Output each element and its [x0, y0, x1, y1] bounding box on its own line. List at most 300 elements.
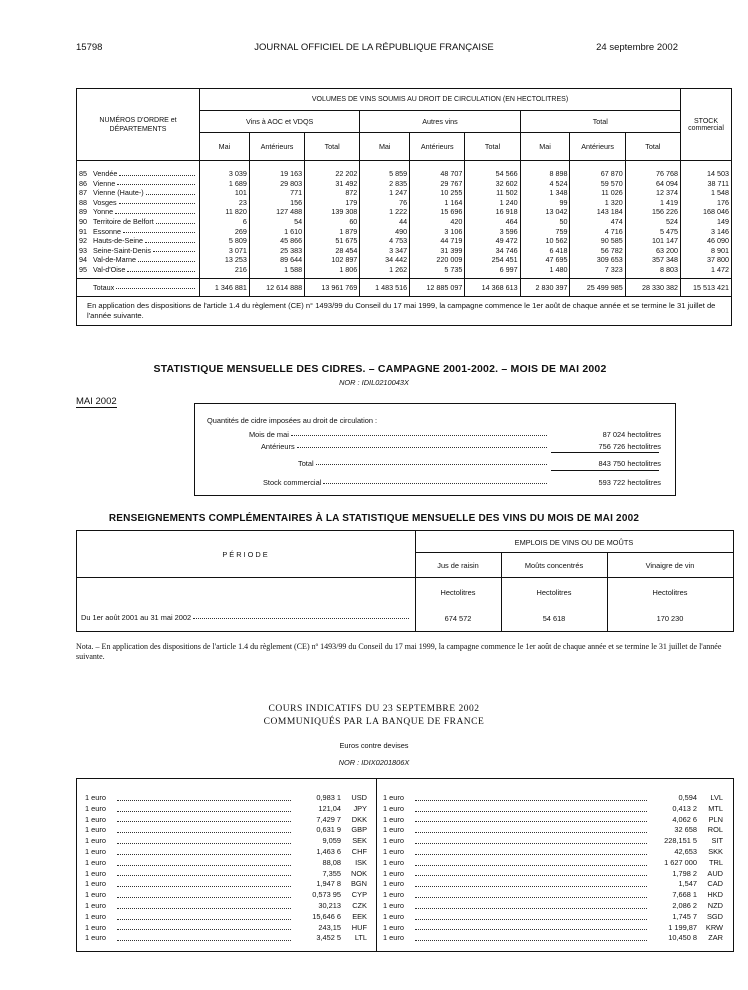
- rate-label: 1 euro: [85, 814, 106, 824]
- rate-row: [383, 793, 723, 804]
- cidre-title: STATISTIQUE MENSUELLE DES CIDRES. – CAMPAGNE 2001-2002. – MOIS DE MAI 2002: [153, 363, 607, 375]
- rate-value: 1,947 8: [316, 879, 341, 889]
- rate-value: 42,653: [674, 846, 697, 856]
- table-cell: 3 039: [200, 161, 250, 179]
- table-row: [77, 179, 732, 189]
- renseignements-note: Nota. – En application des dispositions de l'article 1.4 du règlement (CE) nº 1493/99 du Conseil du 17 mai 1999, la campagne commence le 1er août de chaque année et se termine le 31 juillet de l'année suivante.: [76, 642, 722, 661]
- table-cell: 3 071: [200, 246, 250, 256]
- table-cell: 474: [570, 217, 625, 227]
- rate-row: [85, 847, 367, 858]
- value-mouts: 54 618: [542, 614, 566, 623]
- table-cell: 13 042: [520, 207, 570, 217]
- rate-row: [383, 847, 723, 858]
- table-cell: 216: [200, 265, 250, 275]
- rate-value: 7,355: [322, 868, 341, 878]
- table-cell: 420: [410, 217, 465, 227]
- rate-value: 0,573 95: [312, 890, 341, 900]
- row-departement: Vosges: [93, 197, 117, 207]
- rate-value: 32 658: [674, 825, 697, 835]
- wine-note: En application des dispositions de l'article 1.4 du règlement (CE) n° 1493/99 du Conseil du 17 mai 1999, la campagne commence le 1er août de chaque année et se termine le 31 juillet de l'année suivante.: [87, 301, 716, 321]
- rate-row: [85, 923, 367, 934]
- rate-value: 1,745 7: [672, 911, 697, 921]
- subcol-header: Total: [305, 133, 360, 161]
- rate-row: [85, 869, 367, 880]
- currency-code: CYP: [351, 890, 367, 900]
- currency-code: JPY: [353, 803, 367, 813]
- row-number: 89: [79, 207, 87, 217]
- rate-value: 88,08: [322, 857, 341, 867]
- cidre-mois-value: 87 024 hectolitres: [602, 430, 661, 439]
- table-cell: 56 782: [570, 246, 625, 256]
- rate-row: [383, 933, 723, 944]
- table-cell: 771: [249, 188, 304, 198]
- table-cell: 10 255: [410, 188, 465, 198]
- table-cell: 1 548: [681, 188, 732, 198]
- currency-code: BGN: [350, 879, 367, 889]
- rate-label: 1 euro: [383, 857, 404, 867]
- table-cell: 3 596: [465, 227, 520, 237]
- table-cell: 34 746: [465, 246, 520, 256]
- subcol-header: Total: [465, 133, 520, 161]
- renseignements-title: RENSEIGNEMENTS COMPLÉMENTAIRES À LA STATISTIQUE MENSUELLE DES VINS DU MOIS DE MAI 2002: [108, 513, 640, 524]
- currency-code: MTL: [708, 803, 723, 813]
- rate-label: 1 euro: [85, 825, 106, 835]
- currency-code: ISK: [355, 857, 367, 867]
- table-cell: 76 768: [625, 161, 680, 179]
- rates-right-column: [383, 793, 723, 944]
- table-cell: 45 866: [249, 236, 304, 246]
- cours-title-2: COMMUNIQUÉS PAR LA BANQUE DE FRANCE: [263, 717, 485, 727]
- cidre-intro: Quantités de cidre imposées au droit de circulation :: [207, 416, 378, 425]
- table-cell: 25 383: [249, 246, 304, 256]
- table-cell: 1 689: [200, 179, 250, 189]
- total-cell: 25 499 985: [570, 279, 625, 297]
- page-number: 15798: [76, 42, 103, 53]
- rate-row: [383, 858, 723, 869]
- currency-code: SKK: [708, 846, 723, 856]
- table-row: [77, 246, 732, 256]
- rate-value: 3,452 5: [316, 933, 341, 943]
- rate-label: 1 euro: [85, 879, 106, 889]
- table-cell: 60: [305, 217, 360, 227]
- table-cell: 29 803: [249, 179, 304, 189]
- table-cell: 31 399: [410, 246, 465, 256]
- unit-label: Hectolitres: [652, 588, 688, 597]
- rate-label: 1 euro: [383, 836, 404, 846]
- group-aoc: Vins à AOC et VDQS: [200, 111, 360, 133]
- currency-code: NZD: [707, 900, 723, 910]
- rate-value: 0,983 1: [316, 793, 341, 802]
- period-label: Du 1er août 2001 au 31 mai 2002: [81, 613, 192, 622]
- table-cell: 8 803: [625, 265, 680, 275]
- table-cell: 89 644: [249, 255, 304, 265]
- currency-code: ZAR: [708, 933, 723, 943]
- cours-nor: NOR : IDIX0201806X: [338, 758, 410, 767]
- table-cell: 357 348: [625, 255, 680, 265]
- cidre-anterieurs-value: 756 726 hectolitres: [598, 442, 661, 451]
- table-cell: 149: [681, 217, 732, 227]
- rate-value: 2,086 2: [672, 900, 697, 910]
- rate-row: [85, 804, 367, 815]
- table-cell: 32 602: [465, 179, 520, 189]
- currency-code: LVL: [710, 793, 723, 802]
- rate-value: 1 627 000: [664, 857, 697, 867]
- currency-code: EEK: [352, 911, 367, 921]
- currency-code: SEK: [352, 836, 367, 846]
- rate-row: [383, 815, 723, 826]
- table-cell: 5 809: [200, 236, 250, 246]
- rate-value: 4,062 6: [672, 814, 697, 824]
- table-cell: 1 262: [360, 265, 410, 275]
- total-cell: 12 885 097: [410, 279, 465, 297]
- currency-code: PLN: [708, 814, 723, 824]
- col-volumes: VOLUMES DE VINS SOUMIS AU DROIT DE CIRCULATION (EN HECTOLITRES): [200, 89, 681, 111]
- table-cell: 1 472: [681, 265, 732, 275]
- col-departements: NUMÉROS D'ORDRE et DÉPARTEMENTS: [77, 89, 200, 161]
- cidre-anterieurs-label: Antérieurs: [261, 442, 295, 451]
- total-cell: 1 483 516: [360, 279, 410, 297]
- table-cell: 1 879: [305, 227, 360, 237]
- total-cell: 15 513 421: [681, 279, 732, 297]
- row-departement: Vendée: [93, 169, 118, 178]
- rate-row: [85, 879, 367, 890]
- table-cell: 102 897: [305, 255, 360, 265]
- table-cell: 54: [249, 217, 304, 227]
- col-periode: PÉRIODE: [222, 550, 270, 559]
- table-row: [77, 207, 732, 217]
- table-cell: 67 870: [570, 161, 625, 179]
- table-cell: 179: [305, 198, 360, 208]
- rate-label: 1 euro: [383, 803, 404, 813]
- row-number: 90: [79, 216, 87, 226]
- table-cell: 490: [360, 227, 410, 237]
- rate-value: 1,798 2: [672, 868, 697, 878]
- row-departement: Val-de-Marne: [93, 255, 137, 265]
- cidre-nor: NOR : IDIL0210043X: [339, 378, 409, 387]
- total-cell: 14 368 613: [465, 279, 520, 297]
- table-cell: 3 347: [360, 246, 410, 256]
- rate-row: [85, 815, 367, 826]
- table-cell: 44: [360, 217, 410, 227]
- rate-label: 1 euro: [383, 846, 404, 856]
- table-cell: 49 472: [465, 236, 520, 246]
- table-cell: 13 253: [200, 255, 250, 265]
- rate-label: 1 euro: [85, 868, 106, 878]
- rate-row: [85, 890, 367, 901]
- table-cell: 1 222: [360, 207, 410, 217]
- table-cell: 1 348: [520, 188, 570, 198]
- table-cell: 143 184: [570, 207, 625, 217]
- table-cell: 99: [520, 198, 570, 208]
- table-cell: 3 146: [681, 227, 732, 237]
- table-cell: 101: [200, 188, 250, 198]
- total-cell: 2 830 397: [520, 279, 570, 297]
- cidre-stock-label: Stock commercial: [263, 478, 322, 487]
- table-cell: 11 502: [465, 188, 520, 198]
- value-jus: 674 572: [444, 614, 472, 623]
- table-cell: 22 202: [305, 161, 360, 179]
- wine-volume-table: [76, 88, 732, 326]
- table-cell: 2 835: [360, 179, 410, 189]
- table-cell: 872: [305, 188, 360, 198]
- rate-row: [85, 858, 367, 869]
- rate-value: 1 199,87: [668, 922, 697, 932]
- totals-label: Totaux: [93, 283, 115, 293]
- row-departement: Essonne: [93, 226, 121, 236]
- table-cell: 76: [360, 198, 410, 208]
- rate-row: [85, 836, 367, 847]
- rate-value: 0,413 2: [672, 803, 697, 813]
- rate-row: [383, 890, 723, 901]
- rate-value: 10,450 8: [668, 933, 697, 943]
- table-cell: 46 090: [681, 236, 732, 246]
- row-number: 92: [79, 236, 87, 246]
- table-cell: 464: [465, 217, 520, 227]
- currency-code: GBP: [351, 825, 367, 835]
- cidre-total-value: 843 750 hectolitres: [598, 459, 661, 468]
- total-cell: 12 614 888: [249, 279, 304, 297]
- currency-code: CZK: [352, 900, 367, 910]
- table-cell: 29 767: [410, 179, 465, 189]
- rate-value: 30,213: [318, 900, 341, 910]
- table-cell: 16 918: [465, 207, 520, 217]
- table-cell: 269: [200, 227, 250, 237]
- subcol-header: Total: [625, 133, 680, 161]
- group-total: Total: [520, 111, 680, 133]
- rate-label: 1 euro: [85, 793, 106, 802]
- table-cell: 19 163: [249, 161, 304, 179]
- table-cell: 6 997: [465, 265, 520, 275]
- table-cell: 3 106: [410, 227, 465, 237]
- rate-value: 15,646 6: [312, 911, 341, 921]
- rate-label: 1 euro: [85, 836, 106, 846]
- table-row: [77, 236, 732, 246]
- cidre-total-label: Total: [298, 459, 314, 468]
- rate-label: 1 euro: [85, 846, 106, 856]
- table-row: [77, 217, 732, 227]
- cidre-stock-value: 593 722 hectolitres: [598, 478, 661, 487]
- table-cell: 1 588: [249, 265, 304, 275]
- table-row: [77, 227, 732, 237]
- table-cell: 90 585: [570, 236, 625, 246]
- table-cell: 50: [520, 217, 570, 227]
- table-cell: 127 488: [249, 207, 304, 217]
- total-cell: 1 346 881: [200, 279, 250, 297]
- table-cell: 1 320: [570, 198, 625, 208]
- rate-row: [383, 804, 723, 815]
- rate-label: 1 euro: [383, 911, 404, 921]
- rate-label: 1 euro: [383, 825, 404, 835]
- row-number: 86: [79, 178, 87, 188]
- journal-title: JOURNAL OFFICIEL DE LA RÉPUBLIQUE FRANÇAISE: [254, 42, 494, 53]
- row-number: 95: [79, 264, 87, 274]
- col-emplois: EMPLOIS DE VINS OU DE MOÛTS: [514, 538, 634, 547]
- group-autres: Autres vins: [360, 111, 520, 133]
- currency-code: HKD: [707, 890, 723, 900]
- rate-label: 1 euro: [85, 911, 106, 921]
- rate-label: 1 euro: [383, 793, 404, 802]
- subcol-header: Mai: [360, 133, 410, 161]
- table-row: [77, 188, 732, 198]
- rate-value: 0,631 9: [316, 825, 341, 835]
- table-cell: 48 707: [410, 161, 465, 179]
- table-cell: 156 226: [625, 207, 680, 217]
- row-departement: Hauts-de-Seine: [93, 236, 143, 246]
- rate-label: 1 euro: [383, 890, 404, 900]
- table-cell: 1 240: [465, 198, 520, 208]
- col-vinaigre: Vinaigre de vin: [645, 561, 695, 570]
- table-cell: 524: [625, 217, 680, 227]
- row-departement: Vienne (Haute-): [93, 188, 144, 198]
- subcol-header: Antérieurs: [249, 133, 304, 161]
- rate-value: 7,668 1: [672, 890, 697, 900]
- unit-label: Hectolitres: [440, 588, 476, 597]
- table-cell: 11 820: [200, 207, 250, 217]
- table-cell: 44 719: [410, 236, 465, 246]
- table-cell: 23: [200, 198, 250, 208]
- table-cell: 4 753: [360, 236, 410, 246]
- currency-code: ROL: [707, 825, 723, 835]
- unit-label: Hectolitres: [536, 588, 572, 597]
- table-cell: 10 562: [520, 236, 570, 246]
- currency-code: USD: [351, 793, 367, 802]
- rate-label: 1 euro: [383, 922, 404, 932]
- table-cell: 4 716: [570, 227, 625, 237]
- row-number: 85: [79, 169, 87, 178]
- table-cell: 1 164: [410, 198, 465, 208]
- cidre-month: MAI 2002: [76, 396, 117, 407]
- table-cell: 156: [249, 198, 304, 208]
- table-cell: 1 480: [520, 265, 570, 275]
- currency-code: HUF: [351, 922, 367, 932]
- table-cell: 63 200: [625, 246, 680, 256]
- subcol-header: Antérieurs: [410, 133, 465, 161]
- total-cell: 28 330 382: [625, 279, 680, 297]
- table-cell: 34 442: [360, 255, 410, 265]
- currency-code: CHF: [351, 846, 367, 856]
- table-row: [77, 265, 732, 275]
- table-cell: 5 735: [410, 265, 465, 275]
- table-cell: 1 247: [360, 188, 410, 198]
- row-number: 93: [79, 245, 87, 255]
- table-cell: 28 454: [305, 246, 360, 256]
- table-cell: 1 610: [249, 227, 304, 237]
- renseignements-table: [76, 530, 734, 632]
- table-cell: 220 009: [410, 255, 465, 265]
- col-jus: Jus de raisin: [437, 561, 479, 570]
- currency-code: DKK: [351, 814, 367, 824]
- row-number: 87: [79, 188, 87, 198]
- rate-label: 1 euro: [85, 803, 106, 813]
- table-cell: 5 859: [360, 161, 410, 179]
- currency-code: NOK: [350, 868, 367, 878]
- table-cell: 31 492: [305, 179, 360, 189]
- table-row: [77, 255, 732, 265]
- row-departement: Val-d'Oise: [93, 264, 126, 274]
- rate-row: [85, 912, 367, 923]
- table-cell: 38 711: [681, 179, 732, 189]
- total-cell: 13 961 769: [305, 279, 360, 297]
- rate-value: 7,429 7: [316, 814, 341, 824]
- table-cell: 14 503: [681, 161, 732, 179]
- table-cell: 51 675: [305, 236, 360, 246]
- cidre-box: [194, 403, 676, 496]
- subcol-header: Mai: [200, 133, 250, 161]
- exchange-rate-table: [76, 778, 734, 952]
- rate-label: 1 euro: [85, 890, 106, 900]
- currency-code: TRL: [709, 857, 723, 867]
- rate-label: 1 euro: [383, 879, 404, 889]
- row-number: 94: [79, 255, 87, 265]
- rate-row: [383, 879, 723, 890]
- rate-row: [383, 825, 723, 836]
- row-departement: Seine-Saint-Denis: [93, 245, 151, 255]
- rate-value: 121,04: [318, 803, 341, 813]
- row-number: 88: [79, 197, 87, 207]
- table-cell: 8 898: [520, 161, 570, 179]
- rate-label: 1 euro: [383, 900, 404, 910]
- rate-label: 1 euro: [85, 922, 106, 932]
- rate-label: 1 euro: [85, 900, 106, 910]
- table-cell: 8 901: [681, 246, 732, 256]
- table-cell: 11 026: [570, 188, 625, 198]
- table-cell: 54 566: [465, 161, 520, 179]
- cidre-mois-label: Mois de mai: [249, 430, 289, 439]
- table-cell: 4 524: [520, 179, 570, 189]
- col-stock: STOCK commercial: [681, 89, 732, 161]
- rate-row: [85, 793, 367, 804]
- table-cell: 139 308: [305, 207, 360, 217]
- value-vinaigre: 170 230: [656, 614, 684, 623]
- table-cell: 59 570: [570, 179, 625, 189]
- table-cell: 5 475: [625, 227, 680, 237]
- table-cell: 176: [681, 198, 732, 208]
- rate-value: 1,547: [678, 879, 697, 889]
- rate-row: [85, 825, 367, 836]
- cours-subtitle: Euros contre devises: [339, 741, 409, 750]
- rate-row: [85, 933, 367, 944]
- table-cell: 168 046: [681, 207, 732, 217]
- table-cell: 1 419: [625, 198, 680, 208]
- rate-label: 1 euro: [85, 857, 106, 867]
- table-cell: 1 806: [305, 265, 360, 275]
- table-cell: 759: [520, 227, 570, 237]
- rate-value: 9,059: [322, 836, 341, 846]
- currency-code: SGD: [706, 911, 723, 921]
- rate-label: 1 euro: [85, 933, 106, 943]
- row-departement: Yonne: [93, 207, 114, 217]
- rate-row: [383, 912, 723, 923]
- table-cell: 7 323: [570, 265, 625, 275]
- currency-code: CAD: [707, 879, 723, 889]
- rate-label: 1 euro: [383, 814, 404, 824]
- table-cell: 309 653: [570, 255, 625, 265]
- currency-code: AUD: [707, 868, 723, 878]
- rate-row: [383, 836, 723, 847]
- rate-value: 243,15: [318, 922, 341, 932]
- table-row: [77, 198, 732, 208]
- rate-value: 1,463 6: [316, 846, 341, 856]
- rate-value: 228,151 5: [664, 836, 697, 846]
- table-cell: 6: [200, 217, 250, 227]
- table-cell: 6 418: [520, 246, 570, 256]
- row-departement: Territoire de Belfort: [93, 216, 154, 226]
- rate-row: [383, 923, 723, 934]
- col-mouts: Moûts concentrés: [524, 561, 584, 570]
- table-cell: 15 696: [410, 207, 465, 217]
- subcol-header: Mai: [520, 133, 570, 161]
- rate-value: 0,594: [678, 793, 697, 802]
